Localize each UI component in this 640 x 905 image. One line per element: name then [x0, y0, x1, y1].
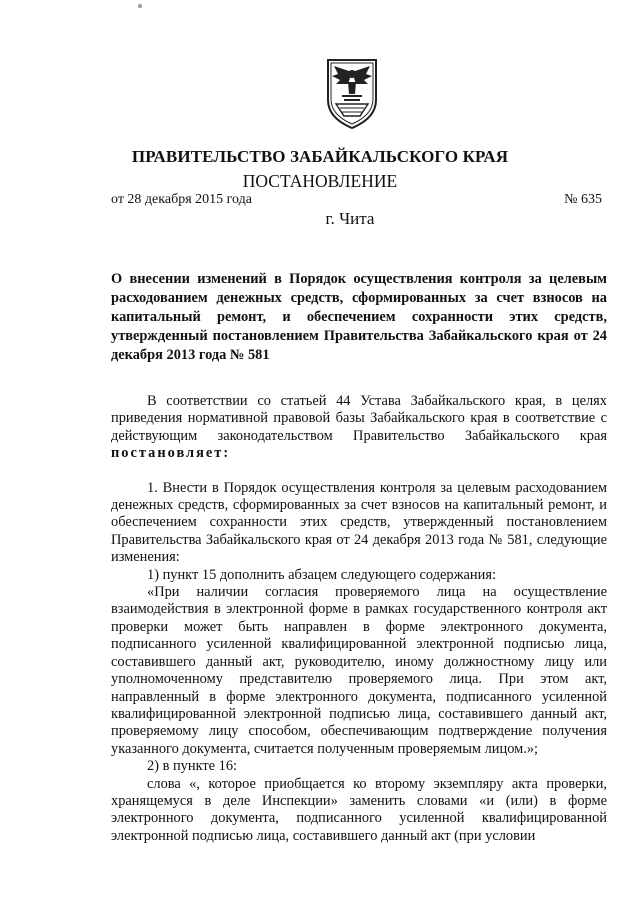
document-title: О внесении изменений в Порядок осуществления контроля за целевым расходованием денежных средств, сформированных за счет взносов на капитальный ремонт, и обеспечением сохранности этих средств, утвержденный постановлением Правительства Забайкальского края от 24 декабря 2013 года № 581 [111, 271, 607, 363]
resolves-word: постановляет: [111, 445, 231, 462]
document-number: № 635 [564, 192, 602, 207]
paragraph-3: «При наличии согласия проверяемого лица на осуществление взаимодействия в электронной форме в рамках государственного контроля акт проверки может быть направлен в форме электронного документа, подписанного усиленной квалифицированной электронной подписью лица, составившего данный акт, руководителю, иному должностному лицу или уполномоченному представителю проверяемого лица. При этом акт, направленный в форме электронного документа, подписанного усиленной квалифицированной электронной подписью лица, составившего данный акт, проверяемому лицу способом, обеспечивающим подтверждение получения указанного документа, считается полученным проверяемым лицом.»; [111, 584, 607, 757]
scan-speck [138, 4, 142, 8]
paragraph-4: 2) в пункте 16: [147, 758, 238, 775]
document-date: от 28 декабря 2015 года [111, 192, 252, 207]
paragraph-1: 1. Внести в Порядок осуществления контроля за целевым расходованием денежных средств, сформированных за счет взносов на капитальный ремонт, и обеспечением сохранности этих средств, утвержденный постановлением Правительства Забайкальского края от 24 декабря 2013 года № 581, следующие изменения: [111, 479, 607, 566]
preamble-paragraph [111, 393, 607, 463]
government-name: ПРАВИТЕЛЬСТВО ЗАБАЙКАЛЬСКОГО КРАЯ [131, 147, 509, 166]
preamble-text: В соответствии со статьей 44 Устава Забайкальского края, в целях приведения нормативной правовой базы Забайкальского края в соответствие с действующим законодательством Правительство Забайкальского края [111, 393, 607, 444]
coat-of-arms-emblem-icon [320, 52, 384, 130]
document-city: г. Чита [325, 209, 375, 228]
document-body [111, 393, 607, 845]
document-type: ПОСТАНОВЛЕНИЕ [242, 171, 398, 191]
paragraph-5: слова «, которое приобщается ко второму экземпляру акта проверки, хранящемуся в деле Инспекции» заменить словами «и (или) в форме электронного документа, подписанного усиленной квалифицированной электронной подписью лица, составившего данный акт (при условии [111, 775, 607, 844]
paragraph-2: 1) пункт 15 дополнить абзацем следующего содержания: [147, 566, 496, 583]
